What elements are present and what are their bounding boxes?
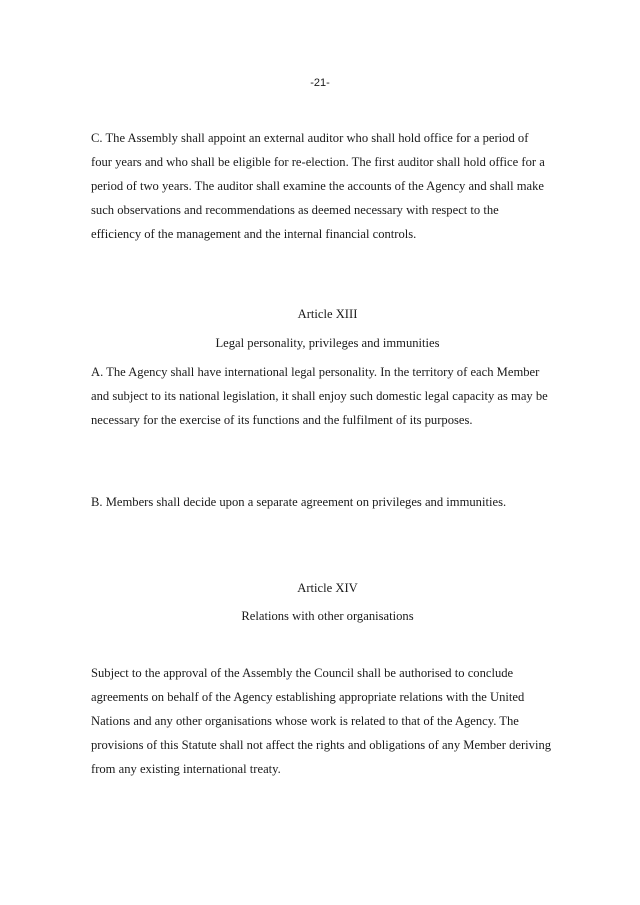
paragraph-relations [91,661,551,781]
article-xiii-title: Article XIII [297,307,358,321]
paragraph-line: period of two years. The auditor shall examine the accounts of the Agency and shall make [91,179,544,193]
paragraph-line: necessary for the exercise of its functions and the fulfilment of its purposes. [91,413,473,427]
paragraph-line: Subject to the approval of the Assembly the Council shall be authorised to conclude [91,666,514,680]
paragraph-line: from any existing international treaty. [91,762,281,776]
paragraph-line: C. The Assembly shall appoint an external auditor who shall hold office for a period of [91,131,529,145]
paragraph-line: Nations and any other organisations whose work is related to that of the Agency. The [91,714,519,728]
paragraph-line: and subject to its national legislation, it shall enjoy such domestic legal capacity as may be [91,389,548,403]
article-xiii-subtitle: Legal personality, privileges and immunities [215,336,440,350]
paragraph-line: four years and who shall be eligible for re-election. The first auditor shall hold office for a [91,155,545,169]
paragraph-line: efficiency of the management and the internal financial controls. [91,227,417,241]
paragraph-line: agreements on behalf of the Agency establishing appropriate relations with the United [91,690,525,704]
paragraph-line: provisions of this Statute shall not affect the rights and obligations of any Member deriving [91,738,552,752]
paragraph-line: such observations and recommendations as deemed necessary with respect to the [91,203,499,217]
page-number: -21- [310,77,330,89]
article-xiv-title: Article XIV [297,581,358,595]
paragraph-a [91,360,551,432]
paragraph-b [91,490,551,514]
article-xiv-subtitle: Relations with other organisations [241,609,414,623]
paragraph-c [91,126,551,246]
paragraph-line: A. The Agency shall have international legal personality. In the territory of each Member [91,365,540,379]
paragraph-line: B. Members shall decide upon a separate agreement on privileges and immunities. [91,495,507,509]
